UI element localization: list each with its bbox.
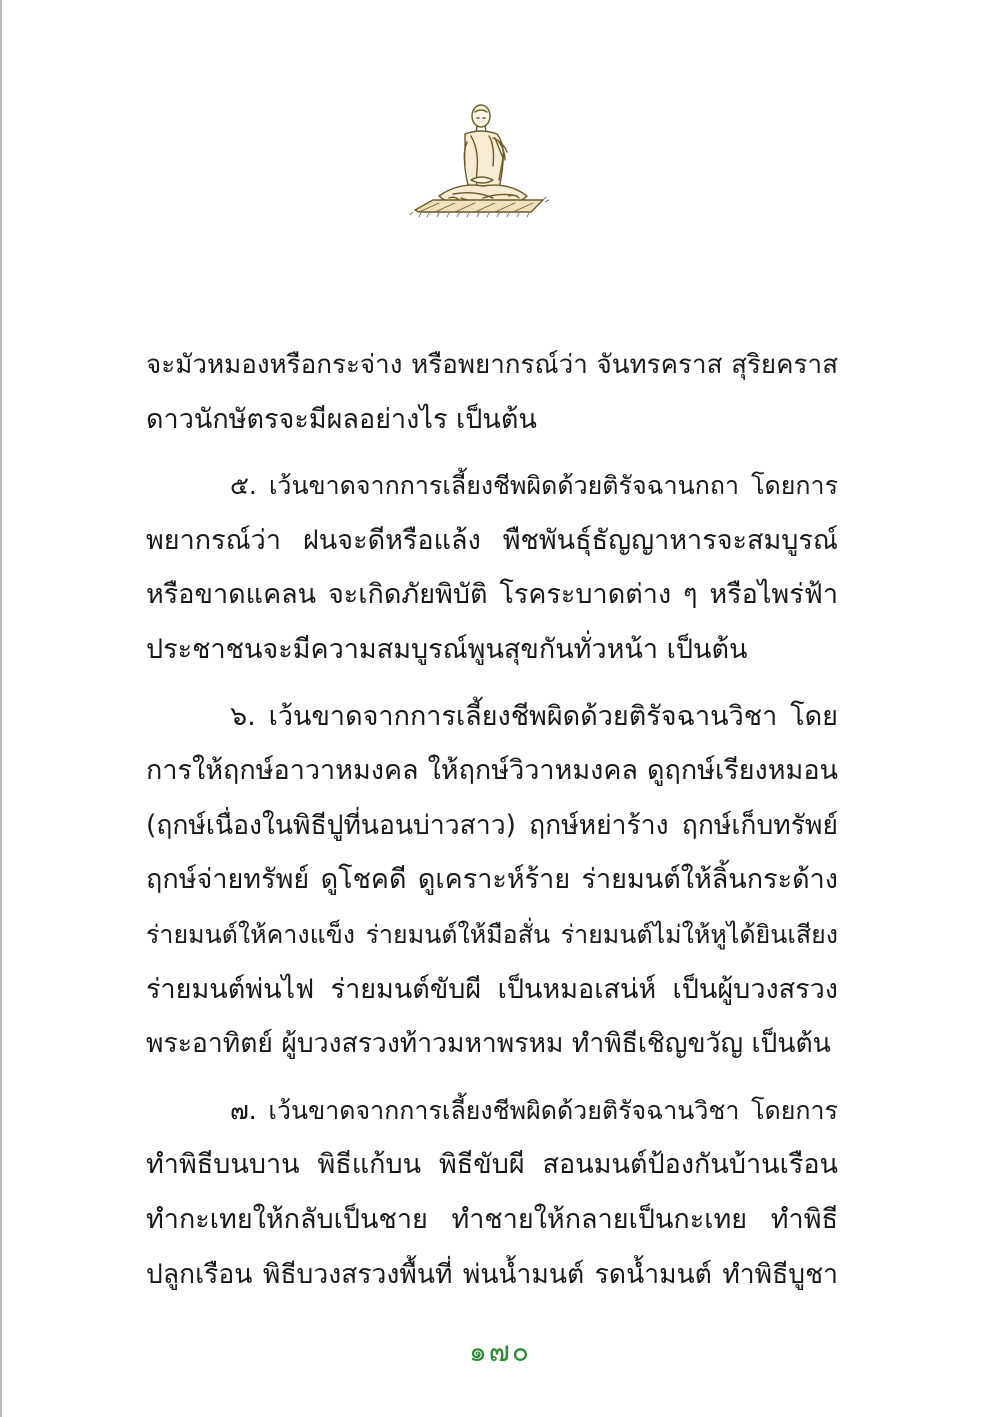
text-line: หรือขาดแคลน จะเกิดภัยพิบัติ โรคระบาดต่าง ๆ หรือไพร่ฟ้า — [146, 579, 838, 611]
seated-monk-meditating-icon — [405, 98, 555, 228]
paragraph-item-5 — [146, 459, 838, 677]
text-line: ทำกะเทยให้กลับเป็นชาย ทำชายให้กลายเป็นกะเทย ทำพิธี — [146, 1203, 838, 1235]
body-text — [146, 338, 838, 1302]
text-line: พระอาทิตย์ ผู้บวงสรวงท้าวมหาพรหม ทำพิธีเชิญขวัญ เป็นต้น — [146, 1028, 831, 1060]
text-line: ปลูกเรือน พิธีบวงสรวงพื้นที่ พ่นน้ำมนต์ รดน้ำมนต์ ทำพิธีบูชา — [146, 1258, 838, 1290]
text-line: จะมัวหมองหรือกระจ่าง หรือพยากรณ์ว่า จันทรคราส สุริยคราส — [146, 350, 838, 380]
paragraph-item-7 — [146, 1084, 838, 1302]
text-line: ทำพิธีบนบาน พิธีแก้บน พิธีขับผี สอนมนต์ป้องกันบ้านเรือน — [146, 1149, 838, 1181]
text-line: ร่ายมนต์พ่นไฟ ร่ายมนต์ขับผี เป็นหมอเสน่ห์ เป็นผู้บวงสรวง — [146, 973, 838, 1005]
text-line: ฤกษ์จ่ายทรัพย์ ดูโชคดี ดูเคราะห์ร้าย ร่ายมนต์ให้ลิ้นกระด้าง — [146, 864, 838, 896]
page-edge-rule — [0, 0, 2, 1417]
text-line: ๗. เว้นขาดจากการเลี้ยงชีพผิดด้วยติรัจฉานวิชา โดยการ — [230, 1095, 838, 1125]
page-number: ๑๗๐ — [469, 1335, 531, 1368]
text-line: ดาวนักษัตรจะมีผลอย่างไร เป็นต้น — [146, 403, 537, 435]
text-line: ๕. เว้นขาดจากการเลี้ยงชีพผิดด้วยติรัจฉานกถา โดยการ — [230, 471, 838, 501]
text-line: การให้ฤกษ์อาวาหมงคล ให้ฤกษ์วิวาหมงคล ดูฤกษ์เรียงหมอน — [146, 755, 838, 787]
paragraph-item-6 — [146, 690, 838, 1072]
text-line: ร่ายมนต์ให้คางแข็ง ร่ายมนต์ให้มือสั่น ร่ายมนต์ไม่ให้หูได้ยินเสียง — [146, 919, 838, 949]
paragraph-continued — [146, 338, 838, 447]
text-line: พยากรณ์ว่า ฝนจะดีหรือแล้ง พืชพันธุ์ธัญญาหารจะสมบูรณ์ — [146, 524, 838, 556]
text-line: ๖. เว้นขาดจากการเลี้ยงชีพผิดด้วยติรัจฉานวิชา โดย — [230, 700, 838, 732]
text-line: (ฤกษ์เนื่องในพิธีปูที่นอนบ่าวสาว) ฤกษ์หย่าร้าง ฤกษ์เก็บทรัพย์ — [146, 809, 838, 841]
text-line: ประชาชนจะมีความสมบูรณ์พูนสุขกันทั่วหน้า เป็นต้น — [146, 633, 748, 665]
